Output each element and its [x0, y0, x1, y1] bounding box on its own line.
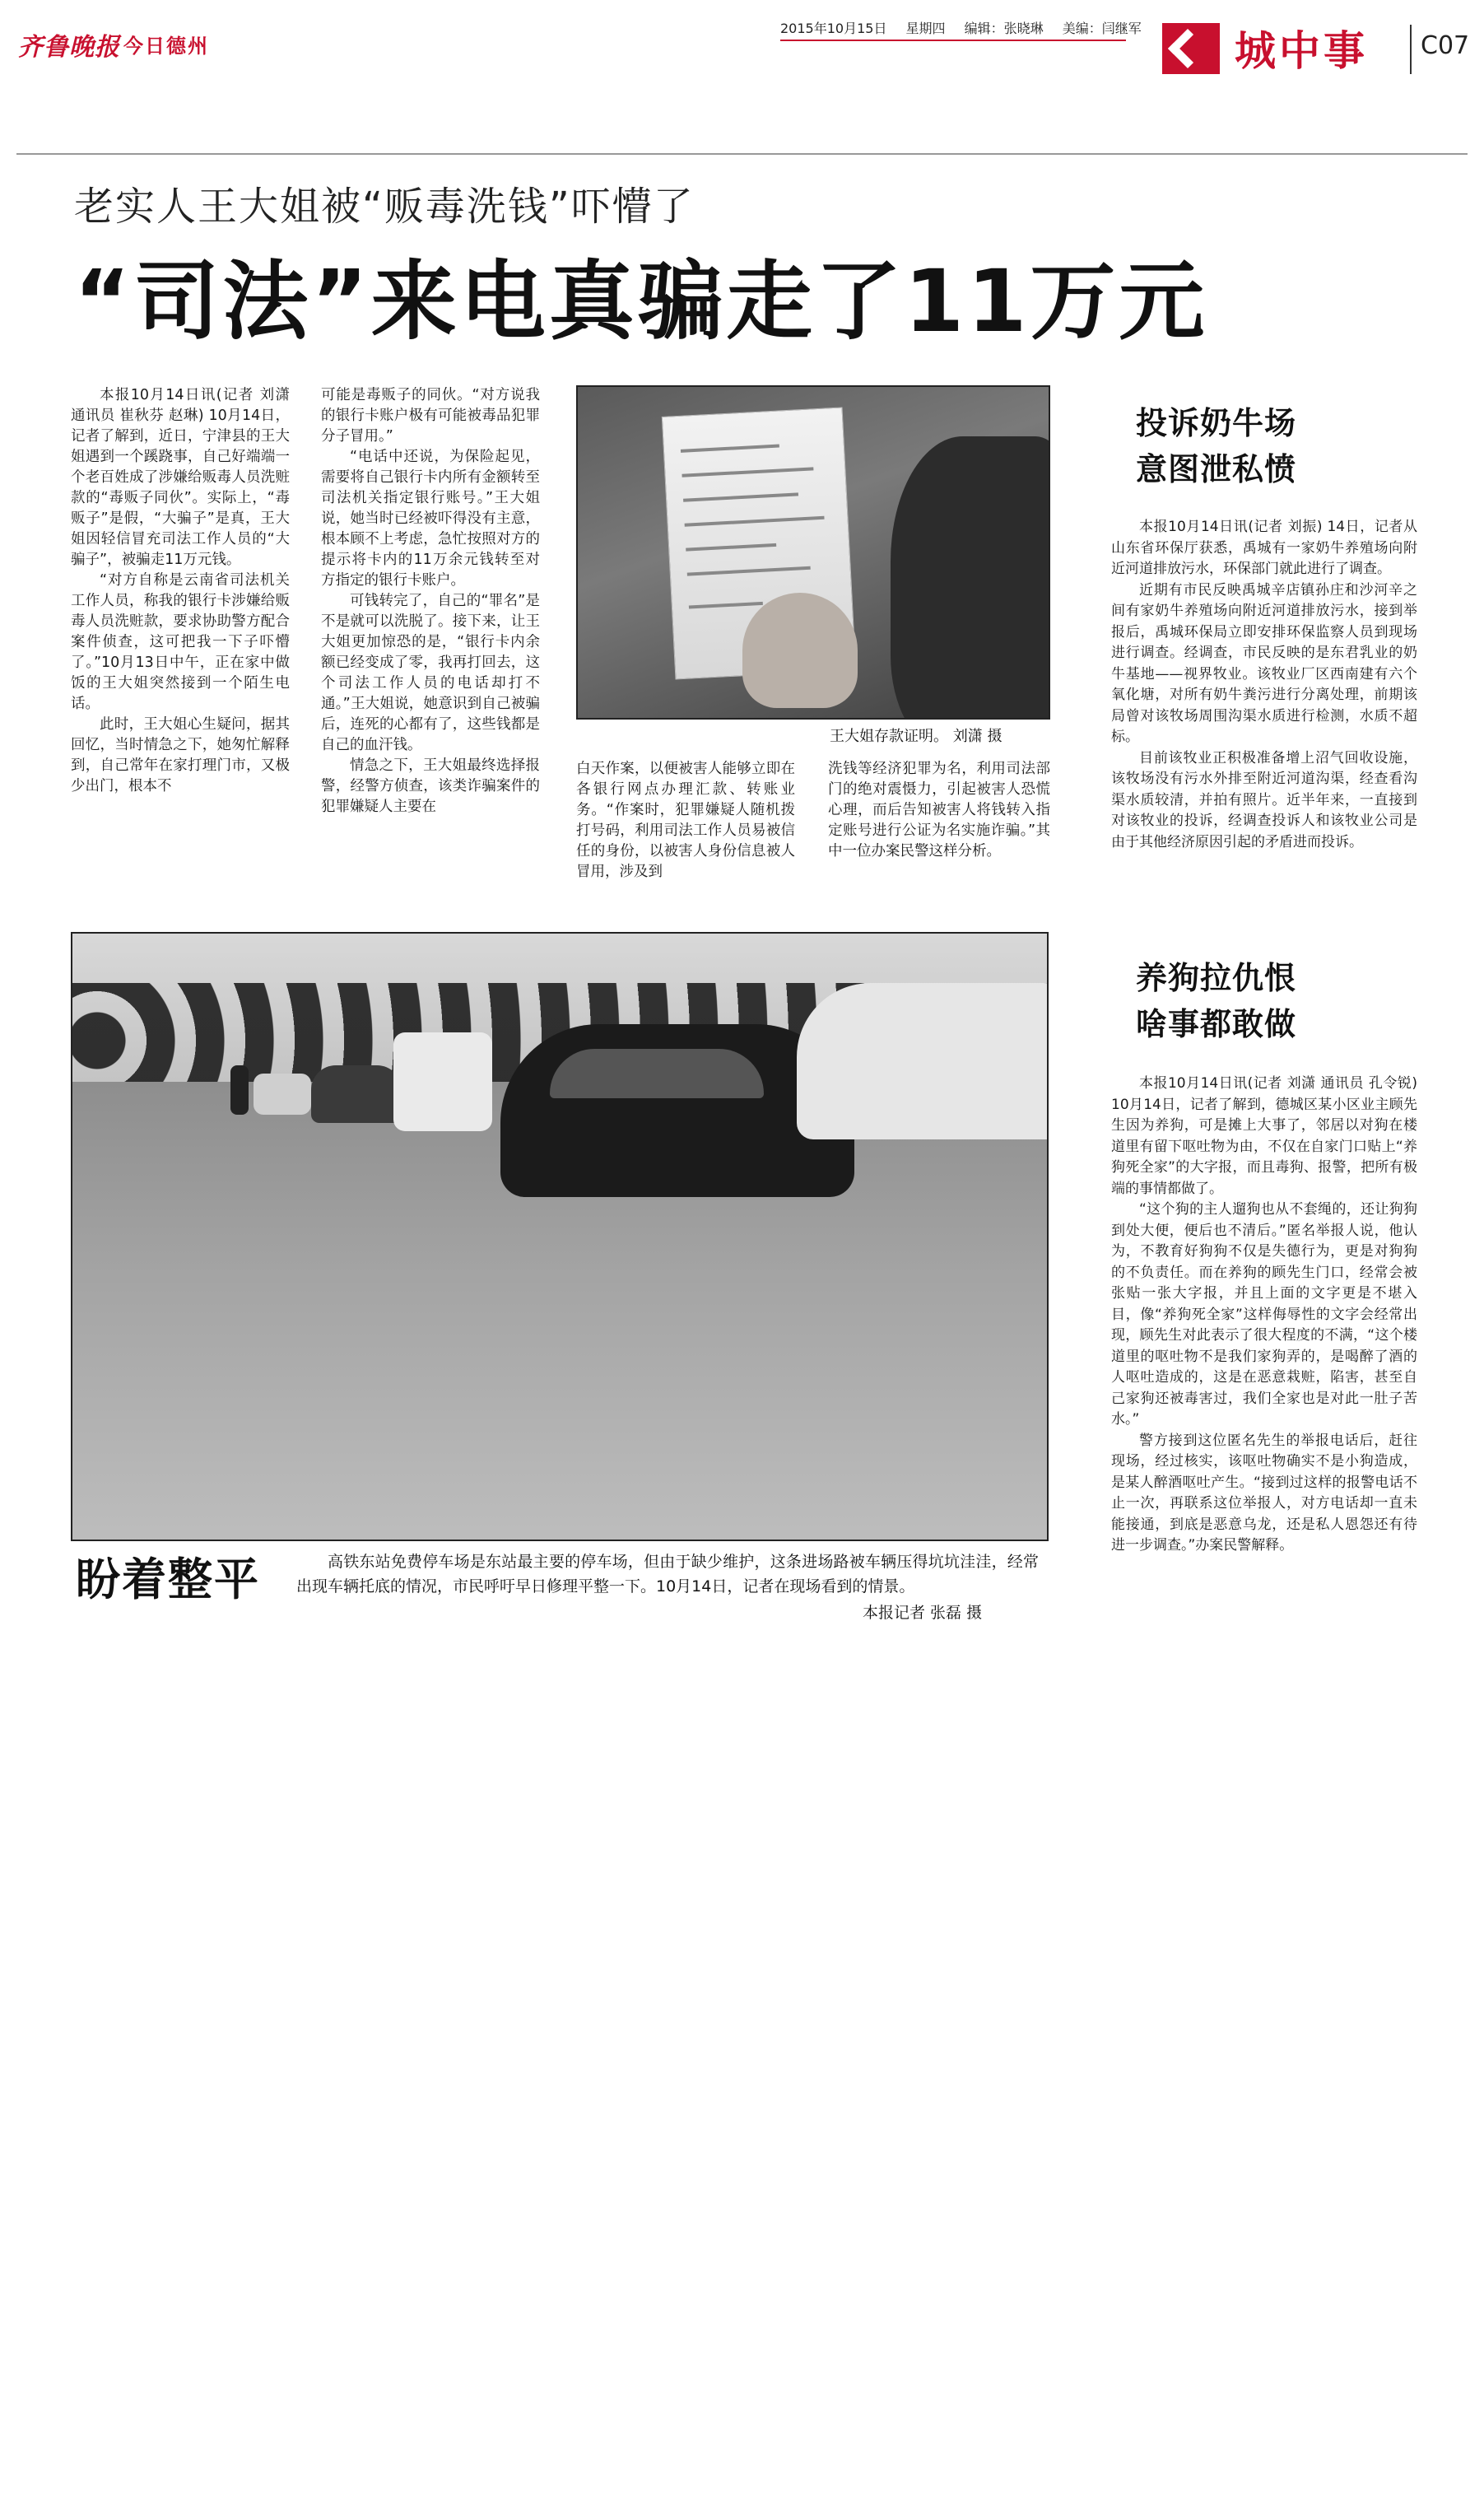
main-column-4: [828, 759, 1050, 862]
meta-divider: [780, 40, 1126, 41]
paragraph: 本报10月14日讯(记者 刘潇 通讯员 崔秋芬 赵琳) 10月14日，记者了解到，近日，宁津县的王大姐遇到一个蹊跷事，自己好端端一个老百姓成了涉嫌给贩毒人员洗赃款的“毒贩子同伙”。实际上，“毒贩子”是假，“大骗子”是真，王大姐因轻信冒充司法工作人员的“大骗子”，被骗走11万元钱。: [71, 387, 290, 568]
parked-van: [393, 1032, 492, 1131]
main-column-2: [321, 385, 540, 818]
photo-story-caption: 高铁东站免费停车场是东站最主要的停车场，但由于缺少维护，这条进场路被车辆压得坑坑洼洼，经常出现车辆托底的情况，市民呼吁早日修理平整一下。10月14日，记者在现场看到的情景。: [296, 1553, 1039, 1596]
photo-story-title: 盼着整平: [76, 1554, 260, 1605]
paragraph: “这个狗的主人遛狗也从不套绳的，还让狗狗到处大便，便后也不清后。”匿名举报人说，他认为，不教育好狗狗不仅是失德行为，更是对狗狗的不负责任。而在养狗的顾先生门口，经常会被张贴一张大字报，并且上面的文字更是不堪入目，像“养狗死全家”这样侮辱性的文字会经常出现，顾先生对此表示了很大程度的不满，“这个楼道里的呕吐物不是我们家狗弄的，是喝醉了酒的人呕吐造成的，这是在恶意栽赃，陷害，甚至自己家狗还被毒害过，我们全家也是对此一肚子苦水。”: [1111, 1201, 1417, 1428]
masthead: [0, 0, 1484, 91]
main-column-3: [576, 759, 795, 883]
paragraph: “对方自称是云南省司法机关工作人员，称我的银行卡涉嫌给贩毒人员洗赃款，要求协助警方配合案件侦查，这可把我一下子吓懵了。”10月13日中午，正在家中做饭的王大姐突然接到一个陌生电话。: [71, 572, 290, 712]
paragraph: 可钱转完了，自己的“罪名”是不是就可以洗脱了。接下来，让王大姐更加惊恐的是，“银行卡内余额已经变成了零，我再打回去，这个司法工作人员的电话却打不通。”王大姐说，她意识到自己被骗后，连死的心都有了，这些钱都是自己的血汗钱。: [321, 593, 540, 753]
chevron-icon: [1168, 29, 1207, 68]
page-divider: [1410, 25, 1412, 74]
side-story-2-title-line1: 养狗拉仇恨: [1136, 960, 1297, 996]
side-story-2-body: [1111, 1074, 1417, 1557]
paragraph: “电话中还说，为保险起见，需要将自己银行卡内所有金额转至司法机关指定银行账号。”王大姐说，她当时已经被吓得没有主意，根本顾不上考虑，急忙按照对方的提示将卡内的11万余元钱转至对方指定的银行卡账户。: [321, 449, 540, 589]
side-story-1-title-line2: 意图泄私愤: [1136, 451, 1297, 487]
issue-date: 2015年10月15日: [780, 21, 887, 36]
hand: [742, 593, 858, 708]
paragraph: 本报10月14日讯(记者 刘振) 14日，记者从山东省环保厅获悉，禹城有一家奶牛养殖场向附近河道排放污水，环保部门就此进行了调查。: [1111, 519, 1417, 577]
photo-story-credit: 本报记者 张磊 摄: [863, 1604, 983, 1622]
main-column-1: [71, 385, 290, 797]
paragraph: 可能是毒贩子的同伙。“对方说我的银行卡账户极有可能被毒品犯罪分子冒用。”: [321, 387, 540, 445]
paragraph: 本报10月14日讯(记者 刘潇 通讯员 孔令锐) 10月14日，记者了解到，德城区某小区业主顾先生因为养狗，可是摊上大事了，邻居以对狗在楼道里有留下呕吐物为由，不仅在自家门口贴上“养狗死全家”的大字报，而且毒狗、报警，把所有极端的事情都做了。: [1111, 1075, 1417, 1197]
parked-car: [797, 983, 1049, 1139]
side-story-1-title-line1: 投诉奶牛场: [1136, 405, 1297, 441]
top-rule: [16, 153, 1468, 155]
newspaper-logo: 齐鲁晚报: [18, 33, 120, 62]
paragraph: 警方接到这位匿名先生的举报电话后，赶往现场，经过核实，该呕吐物确实不是小狗造成，是某人醉酒呕吐产生。“接到过这样的报警电话不止一次，再联系这位举报人，对方电话却一直未能接通，到底是恶意乌龙，还是私人恩怨还有待进一步调查。”办案民警解释。: [1111, 1432, 1417, 1554]
editor-credit: 编辑：张晓琳: [964, 21, 1044, 36]
side-story-2-title: [1136, 955, 1296, 1047]
section-badge: [1162, 23, 1220, 74]
paragraph: 洗钱等经济犯罪为名，利用司法部门的绝对震慑力，引起被害人恐慌心理，而后告知被害人将钱转入指定账号进行公证为名实施诈骗。”其中一位办案民警这样分析。: [828, 761, 1050, 860]
edition-name: 今日德州: [123, 35, 209, 58]
section-title: 城中事: [1235, 27, 1368, 75]
parked-car: [311, 1065, 402, 1123]
paragraph: 白天作案，以便被害人能够立即在各银行网点办理汇款、转账业务。“作案时，犯罪嫌疑人随机拨打号码，利用司法工作人员易被信任的身份，以被害人身份信息被人冒用，涉及到: [576, 761, 795, 880]
parking-lot-photo: [71, 932, 1049, 1541]
side-story-1-body: [1111, 517, 1417, 853]
designer-credit: 美编：闫继军: [1062, 21, 1142, 36]
paragraph: 目前该牧业正积极准备增上沼气回收设施，该牧场没有污水外排至附近河道沟渠，经查看沟渠水质较清，并拍有照片。近半年来，一直接到对该牧业的投诉，经调查投诉人和该牧业公司是由于其他经济原因引起的矛盾进而投诉。: [1111, 749, 1417, 850]
side-story-1-title: [1136, 400, 1296, 492]
receipt-photo: [576, 385, 1050, 720]
parked-car: [254, 1074, 311, 1115]
issue-weekday: 星期四: [905, 21, 946, 36]
paragraph: 情急之下，王大姐最终选择报警，经警方侦查，该类诈骗案件的犯罪嫌疑人主要在: [321, 757, 540, 815]
sleeve: [891, 436, 1050, 720]
receipt-photo-caption: 王大姐存款证明。 刘潇 摄: [830, 728, 1003, 745]
main-subhead: 老实人王大姐被“贩毒洗钱”吓懵了: [74, 184, 695, 230]
issue-meta: [780, 18, 1156, 37]
paragraph: 近期有市民反映禹城辛店镇孙庄和沙河辛之间有家奶牛养殖场向附近河道排放污水，接到举报后，禹城环保局立即安排环保监察人员到现场进行调查。经调查，市民反映的是东君乳业的奶牛基地——视界牧业。该牧业厂区西南建有六个氧化塘，对所有奶牛粪污进行分离处理，前期该局曾对该牧场周围沟渠水质进行检测，水质不超标。: [1111, 581, 1417, 745]
paragraph: 此时，王大姐心生疑问，据其回忆，当时情急之下，她匆忙解释到，自己常年在家打理门市，又极少出门，根本不: [71, 716, 290, 794]
side-story-2-title-line2: 啥事都敢做: [1136, 1006, 1297, 1042]
main-headline: “司法”来电真骗走了11万元: [74, 251, 1208, 352]
page-number: C07: [1421, 31, 1470, 60]
pedestrian: [230, 1065, 249, 1115]
